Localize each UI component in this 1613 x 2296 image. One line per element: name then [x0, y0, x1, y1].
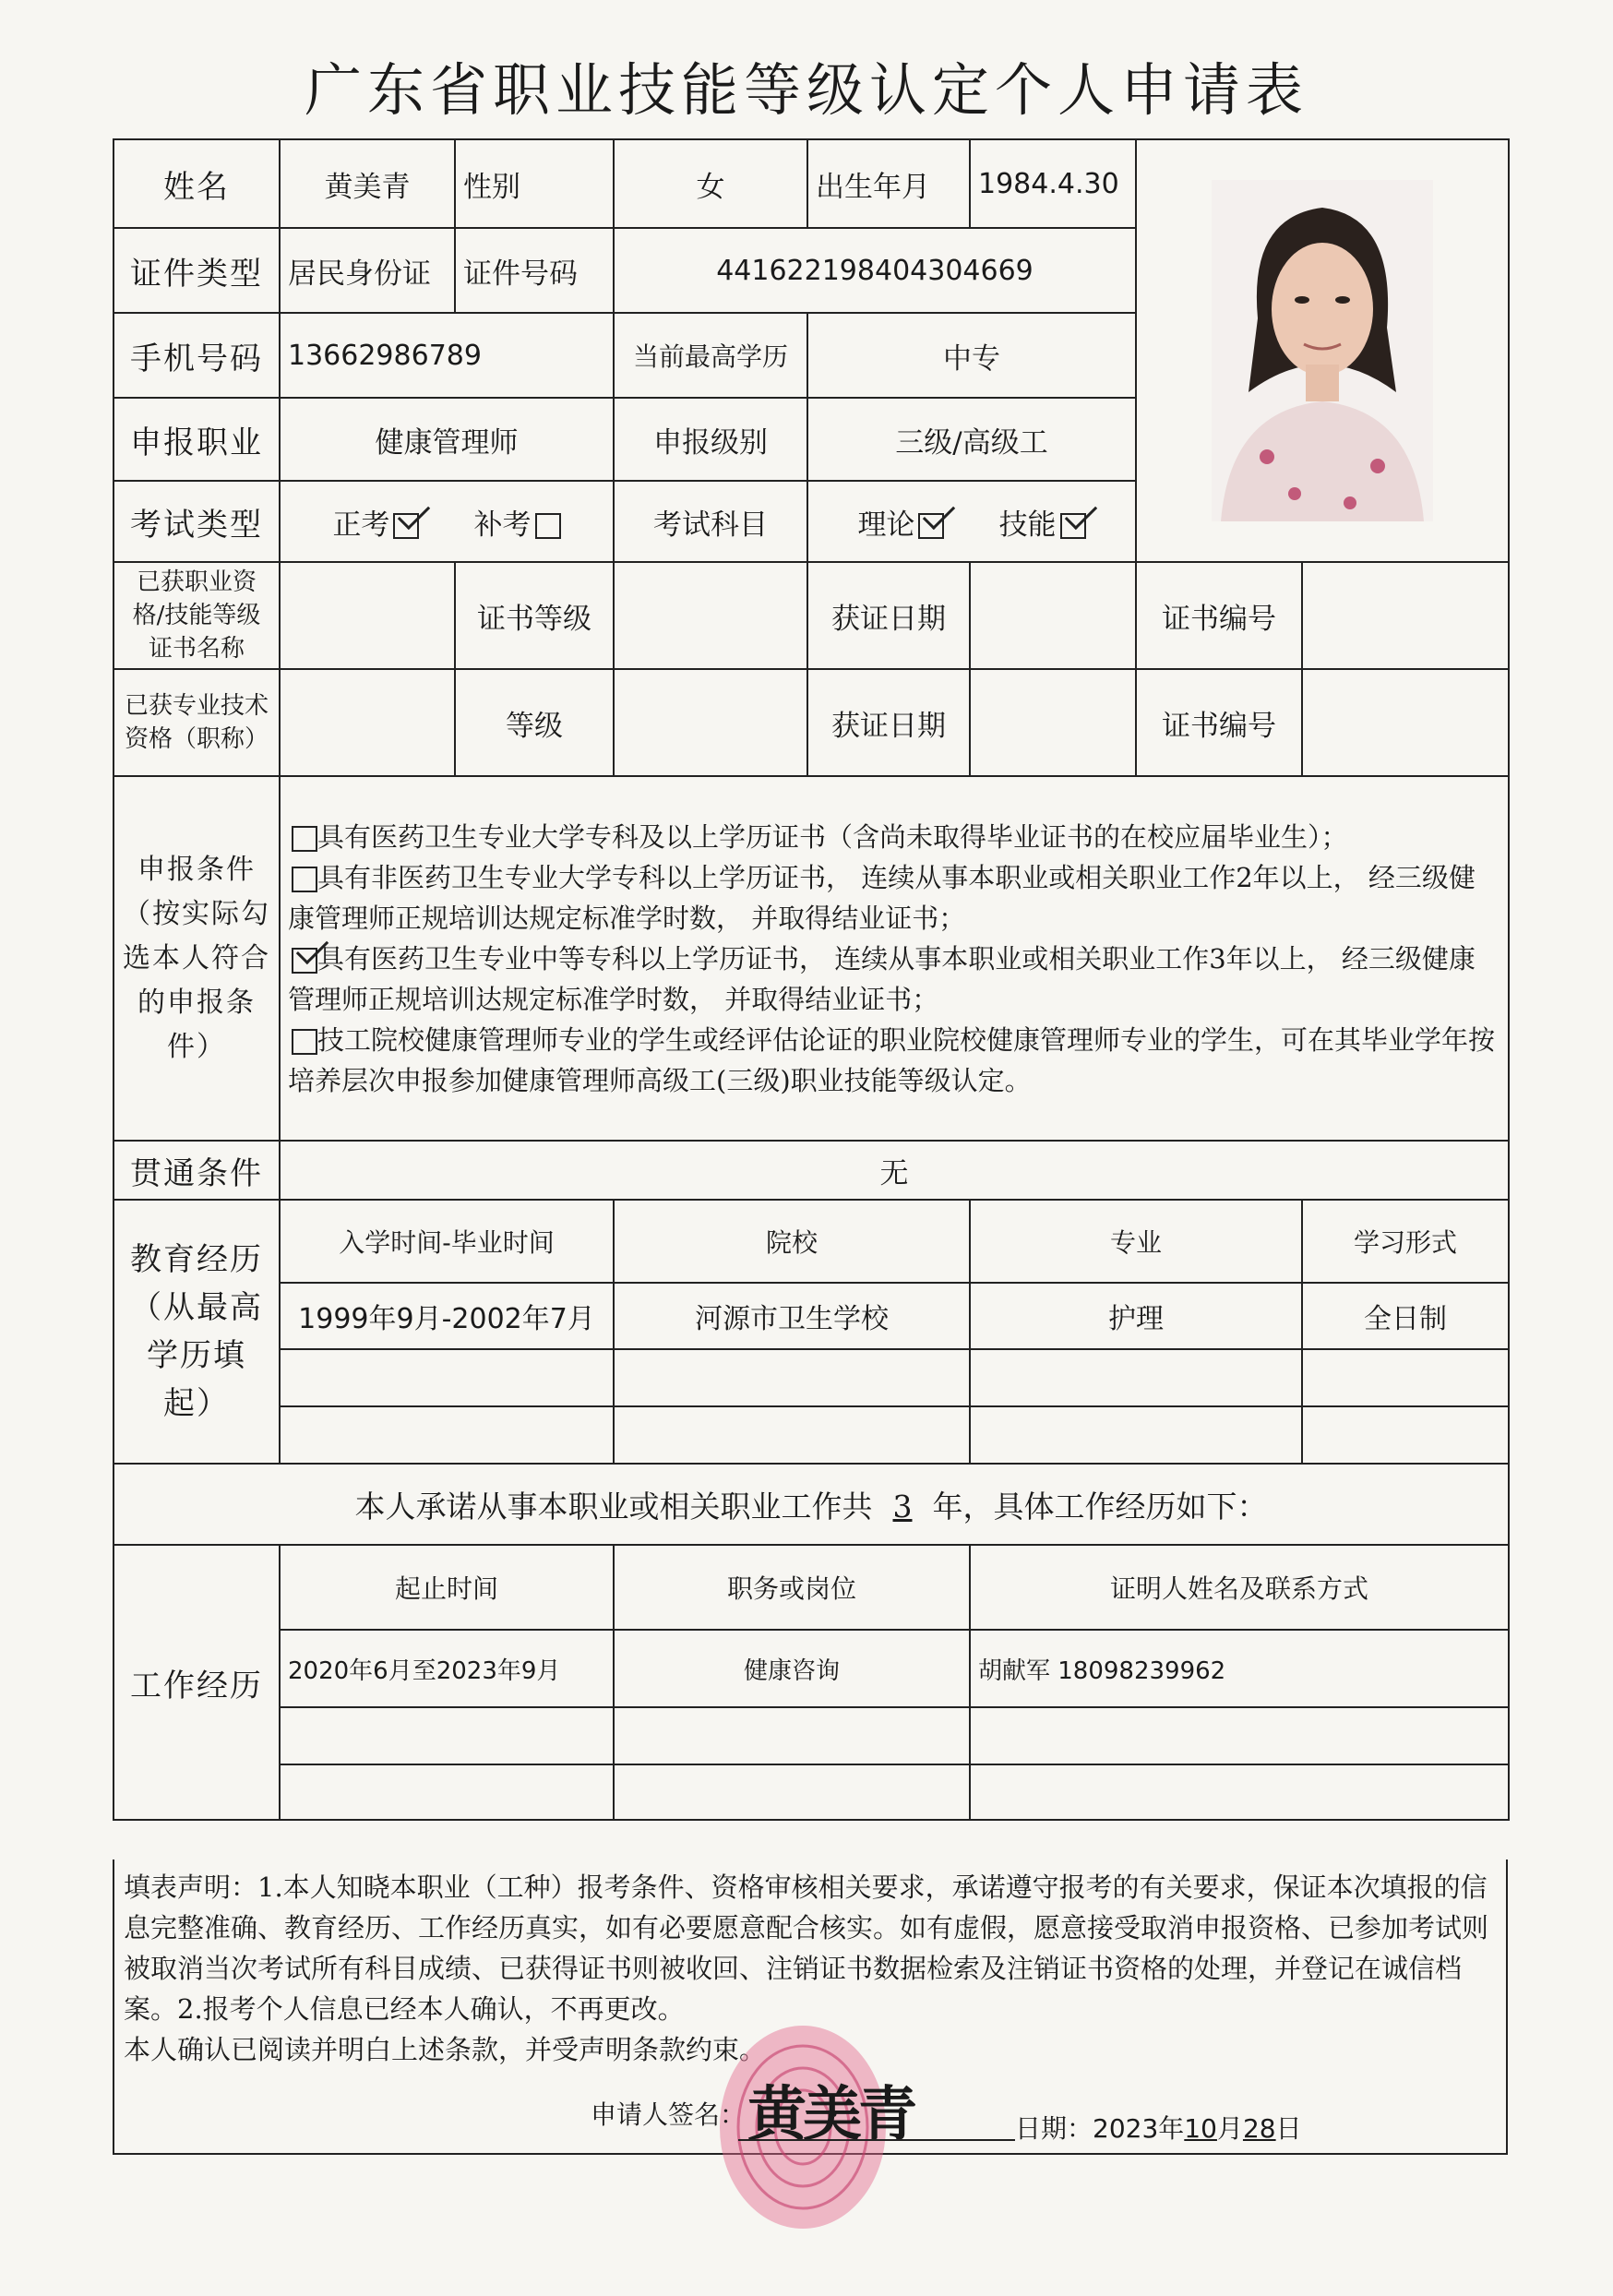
table-row — [114, 1764, 1509, 1820]
zhengkao-checkbox[interactable] — [393, 513, 419, 539]
cert-date-value — [970, 562, 1136, 669]
condition-item: 技工院校健康管理师专业的学生或经评估论证的职业院校健康管理师专业的学生，可在其毕业学年按培养层次申报参加健康管理师高级工(三级)职业技能等级认定。 — [288, 1023, 1496, 1096]
cert-number-label: 证书编号 — [1136, 562, 1302, 669]
work-time: 2020年6月至2023年9月 — [280, 1630, 614, 1707]
sign-date: 日期：2023年10月28日 — [1015, 2113, 1302, 2144]
applicant-signature: 黄美青 — [747, 2080, 914, 2149]
work-header-position: 职务或岗位 — [614, 1545, 970, 1630]
condition-checkbox-3[interactable] — [292, 948, 317, 974]
birth-label: 出生年月 — [807, 139, 970, 228]
name-value: 黄美青 — [280, 139, 455, 228]
edu-header-mode: 学习形式 — [1302, 1200, 1509, 1283]
edu-header-major: 专业 — [970, 1200, 1302, 1283]
exam-subject-options — [807, 481, 1136, 562]
table-row — [114, 1406, 1509, 1464]
work-position: 健康咨询 — [614, 1630, 970, 1707]
id-number-label: 证件号码 — [455, 228, 614, 313]
education-label: 教育经历（从最高学历填起） — [114, 1200, 280, 1464]
phone-value: 13662986789 — [280, 313, 614, 398]
cert-date-label: 获证日期 — [807, 562, 970, 669]
title-level-value — [614, 669, 807, 776]
work-label: 工作经历 — [114, 1545, 280, 1820]
condition-checkbox-4[interactable] — [292, 1029, 317, 1055]
lilun-checkbox[interactable] — [918, 513, 944, 539]
name-label: 姓名 — [114, 139, 280, 228]
title-date-label: 获证日期 — [807, 669, 970, 776]
id-number-value: 441622198404304669 — [614, 228, 1136, 313]
through-label: 贯通条件 — [114, 1141, 280, 1200]
bukao-label: 补考 — [473, 508, 532, 542]
condition-checkbox-1[interactable] — [292, 826, 317, 852]
occupation-value: 健康管理师 — [280, 398, 614, 481]
zhengkao-label: 正考 — [332, 508, 390, 542]
sign-label: 申请人签名： — [591, 2099, 747, 2130]
work-witness: 胡献军 18098239962 — [970, 1630, 1509, 1707]
education-level-label: 当前最高学历 — [614, 313, 807, 398]
conditions-label: 申报条件（按实际勾选本人符合的申报条件） — [114, 776, 280, 1141]
gender-value: 女 — [614, 139, 807, 228]
apply-level-label: 申报级别 — [614, 398, 807, 481]
gender-label: 性别 — [455, 139, 614, 228]
condition-item: 具有医药卫生专业中等专科以上学历证书， 连续从事本职业或相关职业工作3年以上， 经三级健康管理师正规培训达规定标准学时数， 并取得结业证书； — [288, 942, 1476, 1015]
professional-title-label: 已获专业技术资格（职称） — [114, 669, 280, 776]
condition-item: 具有医药卫生专业大学专科及以上学历证书（含尚未取得毕业证书的在校应届毕业生）； — [288, 817, 1500, 857]
declaration-confirm: 本人确认已阅读并明白上述条款，并受声明条款约束。 — [124, 2034, 767, 2065]
condition-item: 具有非医药卫生专业大学专科以上学历证书， 连续从事本职业或相关职业工作2年以上， 经三级健康管理师正规培训达规定标准学时数， 并取得结业证书； — [288, 861, 1476, 934]
id-type-value: 居民身份证 — [280, 228, 455, 313]
education-level-value: 中专 — [807, 313, 1136, 398]
declaration-text: 填表声明：1.本人知晓本职业（工种）报考条件、资格审核相关要求，承诺遵守报考的有关要求，保证本次填报的信息完整准确、教育经历、工作经历真实，如有必要愿意配合核实。如有虚假，愿意接受取消申报资格、已参加考试则被取消当次考试所有科目成绩、已获得证书则被收回、注销证书数据检索及注销证书资格的处理，并登记在诚信档案。2.报考个人信息已经本人确认，不再更改。 — [124, 1871, 1489, 2025]
edu-major: 护理 — [970, 1283, 1302, 1349]
qualification-cert-name — [280, 562, 455, 669]
edu-time: 1999年9月-2002年7月 — [280, 1283, 614, 1349]
id-type-label: 证件类型 — [114, 228, 280, 313]
apply-level-value: 三级/高级工 — [807, 398, 1136, 481]
application-form — [113, 138, 1510, 1821]
title-number-value — [1302, 669, 1509, 776]
professional-title-name — [280, 669, 455, 776]
title-level-label: 等级 — [455, 669, 614, 776]
title-date-value — [970, 669, 1136, 776]
title-number-label: 证书编号 — [1136, 669, 1302, 776]
exam-type-label: 考试类型 — [114, 481, 280, 562]
cert-number-value — [1302, 562, 1509, 669]
edu-header-school: 院校 — [614, 1200, 970, 1283]
signature-line — [738, 2139, 1015, 2141]
table-row — [114, 1349, 1509, 1406]
phone-label: 手机号码 — [114, 313, 280, 398]
conditions-list — [280, 776, 1509, 1141]
occupation-label: 申报职业 — [114, 398, 280, 481]
birth-value: 1984.4.30 — [970, 139, 1136, 228]
id-photo — [1136, 139, 1509, 562]
work-promise: 本人承诺从事本职业或相关职业工作共 3 年，具体工作经历如下： — [114, 1464, 1509, 1545]
form-title: 广东省职业技能等级认定个人申请表 — [304, 56, 1308, 124]
portrait-photo — [1212, 180, 1433, 521]
work-header-time: 起止时间 — [280, 1545, 614, 1630]
table-row — [114, 1630, 1509, 1707]
cert-level-value — [614, 562, 807, 669]
exam-subject-label: 考试科目 — [614, 481, 807, 562]
jineng-checkbox[interactable] — [1060, 513, 1086, 539]
edu-mode: 全日制 — [1302, 1283, 1509, 1349]
exam-type-options — [280, 481, 614, 562]
bukao-checkbox[interactable] — [535, 513, 561, 539]
qualification-cert-label: 已获职业资格/技能等级证书名称 — [114, 562, 280, 669]
work-header-witness: 证明人姓名及联系方式 — [970, 1545, 1509, 1630]
edu-header-time: 入学时间-毕业时间 — [280, 1200, 614, 1283]
lilun-label: 理论 — [857, 508, 915, 542]
condition-checkbox-2[interactable] — [292, 867, 317, 892]
through-value: 无 — [280, 1141, 1509, 1200]
cert-level-label: 证书等级 — [455, 562, 614, 669]
table-row — [114, 1283, 1509, 1349]
edu-school: 河源市卫生学校 — [614, 1283, 970, 1349]
work-years: 3 — [892, 1488, 913, 1525]
jineng-label: 技能 — [998, 508, 1057, 542]
table-row — [114, 1707, 1509, 1764]
